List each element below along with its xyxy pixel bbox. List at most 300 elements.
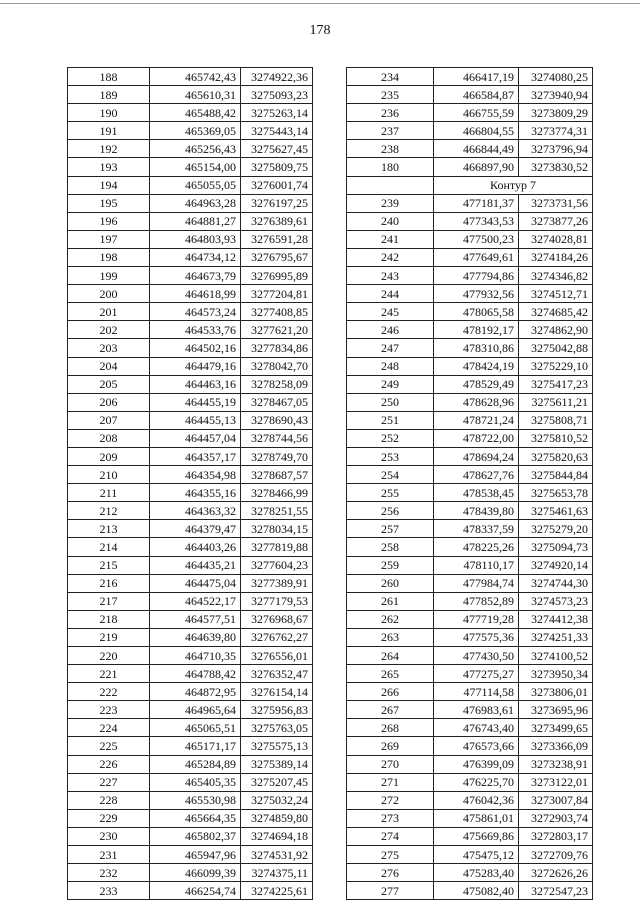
y-coordinate-cell: 3278467,05 (241, 393, 313, 411)
x-coordinate-cell: 478538,45 (434, 484, 519, 502)
point-number-cell: 205 (68, 375, 150, 393)
table-row (347, 683, 593, 701)
point-number-cell: 204 (68, 357, 150, 375)
point-number-cell: 250 (347, 393, 434, 411)
top-border-line (0, 3, 640, 4)
x-coordinate-cell: 477932,56 (434, 285, 519, 303)
section-spacer-cell (347, 176, 434, 194)
table-row (347, 864, 593, 882)
y-coordinate-cell: 3276591,28 (241, 230, 313, 248)
y-coordinate-cell: 3276968,67 (241, 610, 313, 628)
point-number-cell: 246 (347, 321, 434, 339)
y-coordinate-cell: 3274512,71 (519, 285, 593, 303)
y-coordinate-cell: 3275032,24 (241, 791, 313, 809)
point-number-cell: 230 (68, 827, 150, 845)
table-row (347, 375, 593, 393)
y-coordinate-cell: 3273940,94 (519, 86, 593, 104)
point-number-cell: 269 (347, 737, 434, 755)
y-coordinate-cell: 3274862,90 (519, 321, 593, 339)
x-coordinate-cell: 465664,35 (150, 809, 241, 827)
point-number-cell: 208 (68, 429, 150, 447)
point-number-cell: 188 (68, 68, 150, 86)
x-coordinate-cell: 478310,86 (434, 339, 519, 357)
y-coordinate-cell: 3274859,80 (241, 809, 313, 827)
y-coordinate-cell: 3275810,52 (519, 429, 593, 447)
point-number-cell: 242 (347, 248, 434, 266)
x-coordinate-cell: 466897,90 (434, 158, 519, 176)
table-row (68, 882, 313, 900)
point-number-cell: 227 (68, 773, 150, 791)
y-coordinate-cell: 3274922,36 (241, 68, 313, 86)
table-row (68, 864, 313, 882)
y-coordinate-cell: 3275820,63 (519, 447, 593, 465)
y-coordinate-cell: 3273774,31 (519, 122, 593, 140)
x-coordinate-cell: 464502,16 (150, 339, 241, 357)
y-coordinate-cell: 3276795,67 (241, 248, 313, 266)
x-coordinate-cell: 465947,96 (150, 846, 241, 864)
y-coordinate-cell: 3277834,86 (241, 339, 313, 357)
x-coordinate-cell: 465284,89 (150, 755, 241, 773)
table-row (68, 647, 313, 665)
table-row (68, 719, 313, 737)
point-number-cell: 243 (347, 267, 434, 285)
y-coordinate-cell: 3273366,09 (519, 737, 593, 755)
x-coordinate-cell: 464881,27 (150, 212, 241, 230)
x-coordinate-cell: 464673,79 (150, 267, 241, 285)
y-coordinate-cell: 3278749,70 (241, 447, 313, 465)
y-coordinate-cell: 3273238,91 (519, 755, 593, 773)
y-coordinate-cell: 3273731,56 (519, 194, 593, 212)
y-coordinate-cell: 3276352,47 (241, 665, 313, 683)
table-row (347, 447, 593, 465)
x-coordinate-cell: 477430,50 (434, 647, 519, 665)
x-coordinate-cell: 476042,36 (434, 791, 519, 809)
table-row (68, 683, 313, 701)
table-row (347, 755, 593, 773)
table-row (347, 122, 593, 140)
table-row (347, 86, 593, 104)
x-coordinate-cell: 476983,61 (434, 701, 519, 719)
table-row (347, 393, 593, 411)
point-number-cell: 214 (68, 538, 150, 556)
y-coordinate-cell: 3277204,81 (241, 285, 313, 303)
table-row (68, 447, 313, 465)
table-row (68, 809, 313, 827)
table-row (68, 665, 313, 683)
point-number-cell: 240 (347, 212, 434, 230)
x-coordinate-cell: 478529,49 (434, 375, 519, 393)
table-row (347, 484, 593, 502)
table-row (68, 773, 313, 791)
point-number-cell: 258 (347, 538, 434, 556)
point-number-cell: 267 (347, 701, 434, 719)
x-coordinate-cell: 477500,23 (434, 230, 519, 248)
point-number-cell: 212 (68, 502, 150, 520)
table-body-right (347, 68, 593, 900)
table-row (68, 429, 313, 447)
y-coordinate-cell: 3276001,74 (241, 176, 313, 194)
y-coordinate-cell: 3275844,84 (519, 466, 593, 484)
y-coordinate-cell: 3274100,52 (519, 647, 593, 665)
point-number-cell: 234 (347, 68, 434, 86)
table-row (68, 303, 313, 321)
table-row (68, 827, 313, 845)
point-number-cell: 257 (347, 520, 434, 538)
y-coordinate-cell: 3275809,75 (241, 158, 313, 176)
x-coordinate-cell: 464357,17 (150, 447, 241, 465)
x-coordinate-cell: 477649,61 (434, 248, 519, 266)
point-number-cell: 264 (347, 647, 434, 665)
point-number-cell: 274 (347, 827, 434, 845)
table-row (68, 321, 313, 339)
table-row (68, 411, 313, 429)
point-number-cell: 196 (68, 212, 150, 230)
point-number-cell: 218 (68, 610, 150, 628)
y-coordinate-cell: 3275094,73 (519, 538, 593, 556)
y-coordinate-cell: 3277621,20 (241, 321, 313, 339)
x-coordinate-cell: 477719,28 (434, 610, 519, 628)
x-coordinate-cell: 464379,47 (150, 520, 241, 538)
y-coordinate-cell: 3274744,30 (519, 574, 593, 592)
table-row (347, 827, 593, 845)
point-number-cell: 266 (347, 683, 434, 701)
y-coordinate-cell: 3274184,26 (519, 248, 593, 266)
table-row (68, 158, 313, 176)
table-row (347, 846, 593, 864)
table-row (68, 176, 313, 194)
x-coordinate-cell: 464522,17 (150, 592, 241, 610)
x-coordinate-cell: 464363,32 (150, 502, 241, 520)
point-number-cell: 254 (347, 466, 434, 484)
y-coordinate-cell: 3273809,29 (519, 104, 593, 122)
y-coordinate-cell: 3277408,85 (241, 303, 313, 321)
point-number-cell: 198 (68, 248, 150, 266)
table-row (347, 104, 593, 122)
table-row (68, 538, 313, 556)
table-row (68, 520, 313, 538)
x-coordinate-cell: 476743,40 (434, 719, 519, 737)
table-row (68, 484, 313, 502)
y-coordinate-cell: 3275207,45 (241, 773, 313, 791)
table-row (68, 375, 313, 393)
table-row (347, 719, 593, 737)
point-number-cell: 202 (68, 321, 150, 339)
x-coordinate-cell: 465369,05 (150, 122, 241, 140)
x-coordinate-cell: 477114,58 (434, 683, 519, 701)
table-row (347, 647, 593, 665)
table-row (68, 574, 313, 592)
y-coordinate-cell: 3272547,23 (519, 882, 593, 900)
y-coordinate-cell: 3275611,21 (519, 393, 593, 411)
y-coordinate-cell: 3276197,25 (241, 194, 313, 212)
point-number-cell: 270 (347, 755, 434, 773)
point-number-cell: 195 (68, 194, 150, 212)
x-coordinate-cell: 476573,66 (434, 737, 519, 755)
y-coordinate-cell: 3273877,26 (519, 212, 593, 230)
point-number-cell: 224 (68, 719, 150, 737)
point-number-cell: 268 (347, 719, 434, 737)
table-row (347, 411, 593, 429)
x-coordinate-cell: 478337,59 (434, 520, 519, 538)
x-coordinate-cell: 475283,40 (434, 864, 519, 882)
table-row (347, 809, 593, 827)
x-coordinate-cell: 476399,09 (434, 755, 519, 773)
point-number-cell: 221 (68, 665, 150, 683)
point-number-cell: 249 (347, 375, 434, 393)
point-number-cell: 219 (68, 628, 150, 646)
point-number-cell: 262 (347, 610, 434, 628)
x-coordinate-cell: 464403,26 (150, 538, 241, 556)
y-coordinate-cell: 3275956,83 (241, 701, 313, 719)
table-row (68, 140, 313, 158)
x-coordinate-cell: 477984,74 (434, 574, 519, 592)
table-row (347, 592, 593, 610)
x-coordinate-cell: 466417,19 (434, 68, 519, 86)
x-coordinate-cell: 475669,86 (434, 827, 519, 845)
y-coordinate-cell: 3276762,27 (241, 628, 313, 646)
table-row (347, 194, 593, 212)
y-coordinate-cell: 3274531,92 (241, 846, 313, 864)
table-row (347, 628, 593, 646)
y-coordinate-cell: 3273499,65 (519, 719, 593, 737)
x-coordinate-cell: 464963,28 (150, 194, 241, 212)
y-coordinate-cell: 3272626,26 (519, 864, 593, 882)
table-row (347, 140, 593, 158)
x-coordinate-cell: 464788,42 (150, 665, 241, 683)
point-number-cell: 222 (68, 683, 150, 701)
table-row (68, 248, 313, 266)
point-number-cell: 253 (347, 447, 434, 465)
x-coordinate-cell: 464457,04 (150, 429, 241, 447)
x-coordinate-cell: 464355,16 (150, 484, 241, 502)
point-number-cell: 232 (68, 864, 150, 882)
y-coordinate-cell: 3275417,23 (519, 375, 593, 393)
y-coordinate-cell: 3274080,25 (519, 68, 593, 86)
point-number-cell: 197 (68, 230, 150, 248)
table-row (68, 122, 313, 140)
table-body-left (68, 68, 313, 900)
table-row (68, 230, 313, 248)
point-number-cell: 256 (347, 502, 434, 520)
point-number-cell: 209 (68, 447, 150, 465)
x-coordinate-cell: 464872,95 (150, 683, 241, 701)
table-row (347, 882, 593, 900)
table-row (347, 737, 593, 755)
point-number-cell: 231 (68, 846, 150, 864)
x-coordinate-cell: 478439,80 (434, 502, 519, 520)
table-row (347, 773, 593, 791)
table-row (68, 285, 313, 303)
x-coordinate-cell: 477575,36 (434, 628, 519, 646)
y-coordinate-cell: 3275263,14 (241, 104, 313, 122)
x-coordinate-cell: 464533,76 (150, 321, 241, 339)
x-coordinate-cell: 465610,31 (150, 86, 241, 104)
point-number-cell: 191 (68, 122, 150, 140)
table-row (68, 592, 313, 610)
x-coordinate-cell: 478721,24 (434, 411, 519, 429)
y-coordinate-cell: 3277179,53 (241, 592, 313, 610)
point-number-cell: 252 (347, 429, 434, 447)
table-row (347, 248, 593, 266)
point-number-cell: 215 (68, 556, 150, 574)
x-coordinate-cell: 465055,05 (150, 176, 241, 194)
point-number-cell: 210 (68, 466, 150, 484)
x-coordinate-cell: 475861,01 (434, 809, 519, 827)
point-number-cell: 192 (68, 140, 150, 158)
table-row (347, 321, 593, 339)
x-coordinate-cell: 464455,19 (150, 393, 241, 411)
page-number: 178 (309, 23, 331, 38)
y-coordinate-cell: 3272803,17 (519, 827, 593, 845)
x-coordinate-cell: 465405,35 (150, 773, 241, 791)
table-row (68, 267, 313, 285)
y-coordinate-cell: 3274375,11 (241, 864, 313, 882)
y-coordinate-cell: 3274251,33 (519, 628, 593, 646)
x-coordinate-cell: 464577,51 (150, 610, 241, 628)
table-row (68, 68, 313, 86)
point-number-cell: 239 (347, 194, 434, 212)
y-coordinate-cell: 3274573,23 (519, 592, 593, 610)
point-number-cell: 261 (347, 592, 434, 610)
y-coordinate-cell: 3275575,13 (241, 737, 313, 755)
point-number-cell: 237 (347, 122, 434, 140)
x-coordinate-cell: 464455,13 (150, 411, 241, 429)
x-coordinate-cell: 466844,49 (434, 140, 519, 158)
point-number-cell: 244 (347, 285, 434, 303)
x-coordinate-cell: 478627,76 (434, 466, 519, 484)
point-number-cell: 271 (347, 773, 434, 791)
point-number-cell: 248 (347, 357, 434, 375)
point-number-cell: 207 (68, 411, 150, 429)
x-coordinate-cell: 466584,87 (434, 86, 519, 104)
y-coordinate-cell: 3276154,14 (241, 683, 313, 701)
point-number-cell: 245 (347, 303, 434, 321)
x-coordinate-cell: 465488,42 (150, 104, 241, 122)
table-row (347, 538, 593, 556)
point-number-cell: 238 (347, 140, 434, 158)
point-number-cell: 226 (68, 755, 150, 773)
table-row (68, 104, 313, 122)
y-coordinate-cell: 3275279,20 (519, 520, 593, 538)
point-number-cell: 223 (68, 701, 150, 719)
point-number-cell: 229 (68, 809, 150, 827)
x-coordinate-cell: 465171,17 (150, 737, 241, 755)
point-number-cell: 233 (68, 882, 150, 900)
x-coordinate-cell: 465530,98 (150, 791, 241, 809)
table-row (68, 846, 313, 864)
table-row (68, 339, 313, 357)
y-coordinate-cell: 3273007,84 (519, 791, 593, 809)
y-coordinate-cell: 3276389,61 (241, 212, 313, 230)
y-coordinate-cell: 3275042,88 (519, 339, 593, 357)
table-row (68, 628, 313, 646)
point-number-cell: 228 (68, 791, 150, 809)
y-coordinate-cell: 3273796,94 (519, 140, 593, 158)
table-row (347, 176, 593, 194)
y-coordinate-cell: 3277389,91 (241, 574, 313, 592)
x-coordinate-cell: 478424,19 (434, 357, 519, 375)
table-row (347, 610, 593, 628)
x-coordinate-cell: 464463,16 (150, 375, 241, 393)
y-coordinate-cell: 3274028,81 (519, 230, 593, 248)
y-coordinate-cell: 3276556,01 (241, 647, 313, 665)
table-row (68, 357, 313, 375)
table-row (347, 303, 593, 321)
y-coordinate-cell: 3273830,52 (519, 158, 593, 176)
table-row (347, 68, 593, 86)
x-coordinate-cell: 477343,53 (434, 212, 519, 230)
table-row (347, 285, 593, 303)
table-row (68, 86, 313, 104)
x-coordinate-cell: 477852,89 (434, 592, 519, 610)
x-coordinate-cell: 464734,12 (150, 248, 241, 266)
table-row (347, 339, 593, 357)
point-number-cell: 236 (347, 104, 434, 122)
x-coordinate-cell: 465256,43 (150, 140, 241, 158)
y-coordinate-cell: 3275461,63 (519, 502, 593, 520)
table-row (347, 665, 593, 683)
x-coordinate-cell: 465742,43 (150, 68, 241, 86)
table-row (68, 556, 313, 574)
y-coordinate-cell: 3278690,43 (241, 411, 313, 429)
x-coordinate-cell: 465065,51 (150, 719, 241, 737)
point-number-cell: 216 (68, 574, 150, 592)
point-number-cell: 190 (68, 104, 150, 122)
x-coordinate-cell: 466804,55 (434, 122, 519, 140)
x-coordinate-cell: 464435,21 (150, 556, 241, 574)
table-row (68, 791, 313, 809)
y-coordinate-cell: 3277604,23 (241, 556, 313, 574)
y-coordinate-cell: 3278251,55 (241, 502, 313, 520)
y-coordinate-cell: 3278466,99 (241, 484, 313, 502)
y-coordinate-cell: 3273806,01 (519, 683, 593, 701)
x-coordinate-cell: 464479,16 (150, 357, 241, 375)
y-coordinate-cell: 3275229,10 (519, 357, 593, 375)
point-number-cell: 275 (347, 846, 434, 864)
table-row (347, 502, 593, 520)
x-coordinate-cell: 478628,96 (434, 393, 519, 411)
x-coordinate-cell: 464573,24 (150, 303, 241, 321)
y-coordinate-cell: 3273695,96 (519, 701, 593, 719)
x-coordinate-cell: 478722,00 (434, 429, 519, 447)
x-coordinate-cell: 464965,64 (150, 701, 241, 719)
point-number-cell: 220 (68, 647, 150, 665)
table-row (68, 466, 313, 484)
table-row (347, 520, 593, 538)
x-coordinate-cell: 477181,37 (434, 194, 519, 212)
point-number-cell: 241 (347, 230, 434, 248)
point-number-cell: 203 (68, 339, 150, 357)
y-coordinate-cell: 3278034,15 (241, 520, 313, 538)
point-number-cell: 189 (68, 86, 150, 104)
y-coordinate-cell: 3274694,18 (241, 827, 313, 845)
point-number-cell: 180 (347, 158, 434, 176)
y-coordinate-cell: 3278042,70 (241, 357, 313, 375)
y-coordinate-cell: 3275389,14 (241, 755, 313, 773)
table-row (347, 429, 593, 447)
point-number-cell: 259 (347, 556, 434, 574)
y-coordinate-cell: 3275627,45 (241, 140, 313, 158)
y-coordinate-cell: 3274920,14 (519, 556, 593, 574)
y-coordinate-cell: 3274412,38 (519, 610, 593, 628)
point-number-cell: 263 (347, 628, 434, 646)
y-coordinate-cell: 3275763,05 (241, 719, 313, 737)
table-row (347, 158, 593, 176)
point-number-cell: 200 (68, 285, 150, 303)
point-number-cell: 260 (347, 574, 434, 592)
point-number-cell: 265 (347, 665, 434, 683)
y-coordinate-cell: 3275653,78 (519, 484, 593, 502)
